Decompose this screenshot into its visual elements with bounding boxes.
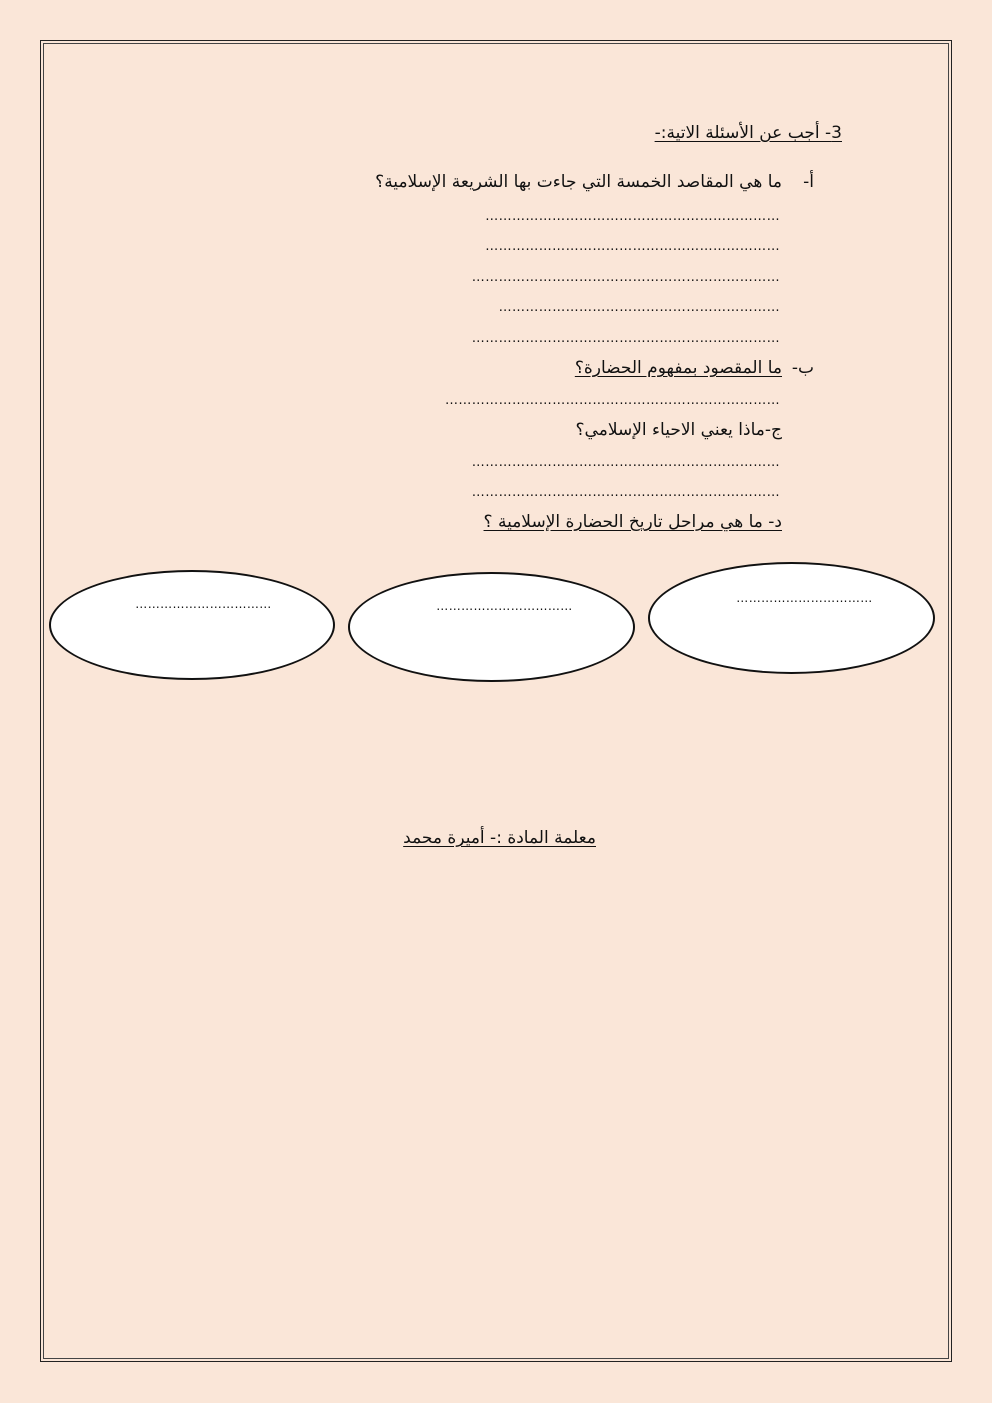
answer-line[interactable]: ………………………………………………………: [498, 301, 780, 314]
question-d: د- ما هي مراحل تاريخ الحضارة الإسلامية ؟: [483, 512, 782, 532]
stage-oval-left: [49, 570, 335, 680]
question-a-marker: أ-: [803, 172, 814, 192]
question-b: ما المقصود بمفهوم الحضارة؟: [574, 358, 782, 378]
section-heading: 3- أجب عن الأسئلة الاتية:-: [654, 123, 842, 143]
stage-oval-middle: [348, 572, 635, 682]
question-b-marker: ب-: [791, 358, 814, 378]
question-a: ما هي المقاصد الخمسة التي جاءت بها الشريعة الإسلامية؟: [375, 172, 782, 192]
answer-line[interactable]: …………………………………………………………: [485, 240, 780, 253]
answer-line[interactable]: ……………………………………………………………: [471, 486, 780, 499]
answer-line[interactable]: ……………………………………………………………: [471, 456, 780, 469]
answer-line[interactable]: …………………………………………………………………: [445, 394, 780, 407]
answer-line[interactable]: …………………………………………………………: [485, 210, 780, 223]
stage-oval-right: [648, 562, 935, 674]
answer-line[interactable]: ……………………………………………………………: [471, 271, 780, 284]
question-c: ج-ماذا يعني الاحياء الإسلامي؟: [575, 420, 782, 440]
oval-answer-line[interactable]: ……………………………: [135, 598, 272, 610]
answer-line[interactable]: ……………………………………………………………: [471, 332, 780, 345]
teacher-signature: معلمة المادة :- أميرة محمد: [403, 828, 596, 848]
oval-answer-line[interactable]: ……………………………: [436, 600, 573, 612]
oval-answer-line[interactable]: ……………………………: [736, 592, 873, 604]
